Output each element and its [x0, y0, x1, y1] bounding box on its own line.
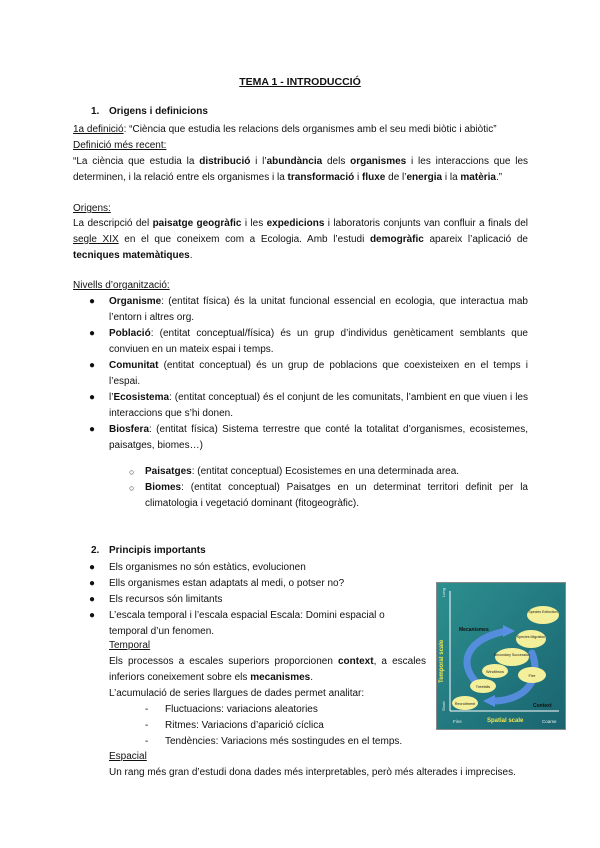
long-label: Long	[441, 588, 446, 597]
definition-2-paragraph: “La ciència que estudia la distribució i l’abundància dels organismes i les interaccions que les determinen, i la relació entre els organismes i la transformació i fluxe de l’energia i la matèria.”	[73, 156, 529, 183]
bubble-species-extinction	[527, 606, 559, 624]
list-item: - Tendències: Variacions més sostingudes en el temps.	[145, 736, 403, 747]
bubble-label: Recruitment	[454, 702, 476, 706]
temporal-paragraph: Els processos a escales superiors proporcionen context, a escales inferiors coneixement sobre els mecanismes.	[109, 656, 426, 683]
scale-diagram-svg	[437, 583, 565, 729]
origens-label: Origens:	[73, 203, 111, 214]
short-label: Short	[441, 701, 446, 711]
section-title: Origens i definicions	[109, 106, 208, 117]
bubble-label: Species Migration	[516, 635, 546, 639]
section-1-heading	[73, 104, 528, 120]
section-number: 2.	[91, 545, 100, 556]
list-item: - Ritmes: Variacions d’aparició cíclica	[145, 720, 324, 731]
definition-label: 1a definició	[73, 124, 124, 135]
bubble-label: Windthrow	[486, 670, 504, 674]
context-label: Context	[533, 703, 552, 709]
list-item: - Fluctuacions: variacions aleatories	[145, 704, 318, 715]
x-axis-label: Spatial scale	[487, 718, 524, 724]
origens-paragraph: La descripció del paisatge geogràfic i les expedicions i laboratoris conjunts van confluir a finals del segle XIX en el que coneixem com a Ecologia. Amb l’estudi demogràfic apareix l’aplicació de tecniques matemàtiques.	[73, 218, 529, 261]
mecanismes-label: Mecanismes	[459, 627, 489, 633]
list-item: ● Els organismes no són estàtics, evolucionen	[73, 560, 409, 576]
bullet-icon: ●	[89, 296, 96, 307]
list-item: ● l’Ecosistema: (entitat conceptual) és el conjunt de les comunitats, l’ambient en que viuen i les interaccions que s’hi donen.	[89, 392, 528, 419]
definition-text: : “Ciència que estudia les relacions dels organismes amb el seu medi biòtic i abiòtic”	[123, 124, 497, 135]
section-number: 1.	[91, 106, 100, 117]
list-item: ○ Biomes: (entitat conceptual) Paisatges en un determinat territori definit per la climatologia i vegetació dominant (fitogeogràfic).	[129, 482, 528, 509]
bubble-label: Secondary Succession	[493, 653, 531, 657]
section-2-heading	[73, 543, 528, 559]
list-item: ● Comunitat (entitat conceptual) és un grup de poblacions que coexisteixen en el temps i l’espai.	[89, 360, 528, 387]
y-axis-label: Temporal scale	[439, 639, 445, 683]
bullet-icon: ●	[89, 562, 96, 573]
circle-bullet-icon: ○	[129, 483, 135, 493]
bubble-species-migration	[516, 630, 546, 648]
fine-label: Fine	[453, 719, 462, 724]
list-item: ● Ells organismes estan adaptats al medi, o potser no?	[73, 576, 409, 592]
bubble-label: Fire	[528, 673, 536, 678]
list-item: ○ Paisatges: (entitat conceptual) Ecosistemes en una determinada area.	[73, 464, 528, 480]
list-item: ● L’escala temporal i l’escala espacial Escala: Domini espacial o temporal d’un fenomen.	[89, 610, 385, 637]
list-item: ● Organisme: (entitat física) és la unitat funcional essencial en ecologia, que interactua mab l’entorn i altres org.	[89, 296, 528, 323]
list-item: ● Població: (entitat conceptual/física) és un grup d’individus genèticament semblants que conviuen en un mateix espai i temps.	[89, 328, 528, 355]
bullet-icon: ●	[89, 424, 96, 435]
sub-list	[73, 464, 528, 512]
bubble-secondary-succession	[495, 648, 529, 666]
acumulacio-text: L’acumulació de series llargues de dades permet analitar:	[109, 688, 365, 699]
bullet-icon: ●	[89, 594, 96, 605]
definition-1	[73, 122, 528, 138]
section-title: Principis importants	[109, 545, 206, 556]
principis-list	[73, 560, 409, 640]
bullet-icon: ●	[89, 360, 96, 371]
coarse-label: Coarse	[542, 719, 557, 724]
bullet-icon: ●	[89, 610, 96, 621]
espacial-label: Espacial	[109, 751, 147, 762]
list-item: ● Biosfera: (entitat física) Sistema terrestre que conté la totalitat d’organismes, ecosistemes, paisatges, biomes…)	[89, 424, 528, 451]
bubble-label: Treefalls	[475, 685, 491, 689]
definition-2-label: Definició més recent:	[73, 140, 167, 151]
temporal-label: Temporal	[109, 640, 151, 651]
bullet-icon: ●	[89, 392, 96, 403]
circle-bullet-icon: ○	[129, 467, 135, 477]
page-title: TEMA 1 - INTRODUCCIÓ	[239, 76, 361, 88]
bullet-icon: ●	[89, 578, 96, 589]
nivells-label: Nivells d’organització:	[73, 280, 170, 291]
bullet-icon: ●	[89, 328, 96, 339]
scale-diagram	[436, 582, 566, 730]
espacial-paragraph: Un rang més gran d’estudi dona dades més interpretables, però més alterades i imprecises.	[109, 767, 516, 778]
bubble-label: Species Extinction	[528, 610, 558, 614]
list-item: ● Els recursos són limitants	[73, 592, 409, 608]
dash-list	[109, 702, 439, 750]
nivells-list	[73, 294, 528, 454]
